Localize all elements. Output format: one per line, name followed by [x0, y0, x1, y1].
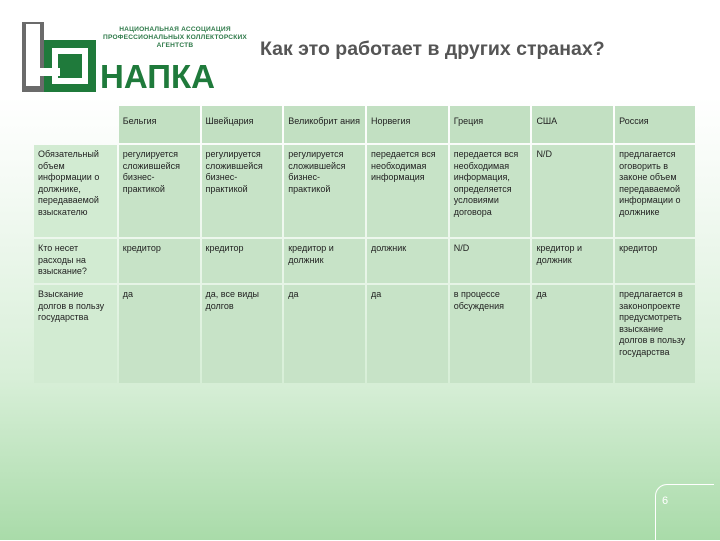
table-cell: да	[284, 285, 365, 383]
logo-name: НАПКА	[100, 58, 215, 95]
table-cell: да	[532, 285, 613, 383]
logo-subtitle	[100, 26, 250, 50]
table-cell: передается вся необходимая информация, определяется условиями договора	[450, 145, 531, 237]
page-corner-decoration	[655, 484, 714, 541]
header-cell-blank	[34, 106, 117, 143]
table-cell: да	[367, 285, 448, 383]
table-cell: да	[119, 285, 200, 383]
header-cell-usa: США	[532, 106, 613, 143]
logo-line-3: АГЕНТСТВ	[156, 42, 194, 49]
header-cell-belgium: Бельгия	[119, 106, 200, 143]
row-header-costs: Кто несет расходы на взыскание?	[34, 239, 117, 283]
table-cell: регулируется сложившейся бизнес-практикой	[119, 145, 200, 237]
comparison-table-wrapper	[32, 104, 697, 385]
table-header-row	[34, 106, 695, 143]
table-cell: N/D	[450, 239, 531, 283]
table-cell: предлагается оговорить в законе объем передаваемой информации о должнике	[615, 145, 695, 237]
table-cell: кредитор и должник	[284, 239, 365, 283]
logo-line-1: НАЦИОНАЛЬНАЯ АССОЦИАЦИЯ	[119, 26, 231, 33]
table-cell: в процессе обсуждения	[450, 285, 531, 383]
logo-line-2: ПРОФЕССИОНАЛЬНЫХ КОЛЛЕКТОРСКИХ	[103, 34, 247, 41]
page-number: 6	[662, 495, 669, 507]
comparison-table	[32, 104, 697, 385]
table-cell: да, все виды долгов	[202, 285, 283, 383]
table-cell: должник	[367, 239, 448, 283]
page-title: Как это работает в других странах?	[260, 38, 605, 60]
napka-emblem-icon	[22, 22, 102, 92]
row-header-info-volume: Обязательный объем информации о должнике, передаваемой взыскателю	[34, 145, 117, 237]
header-cell-greece: Греция	[450, 106, 531, 143]
table-cell: кредитор	[202, 239, 283, 283]
table-cell: предлагается в законопроекте предусмотреть взыскание долгов в пользу государства	[615, 285, 695, 383]
table-row	[34, 239, 695, 283]
table-cell: передается вся необходимая информация	[367, 145, 448, 237]
table-cell: кредитор	[615, 239, 695, 283]
row-header-state-debts: Взыскание долгов в пользу государства	[34, 285, 117, 383]
header-cell-switzerland: Швейцария	[202, 106, 283, 143]
header-cell-uk: Великобрит ания	[284, 106, 365, 143]
table-cell: кредитор и должник	[532, 239, 613, 283]
table-row	[34, 145, 695, 237]
table-cell: кредитор	[119, 239, 200, 283]
table-cell: регулируется сложившейся бизнес-практикой	[284, 145, 365, 237]
header-cell-norway: Норвегия	[367, 106, 448, 143]
table-cell: N/D	[532, 145, 613, 237]
table-row	[34, 285, 695, 383]
table-cell: регулируется сложившейся бизнес-практикой	[202, 145, 283, 237]
header-cell-russia: Россия	[615, 106, 695, 143]
